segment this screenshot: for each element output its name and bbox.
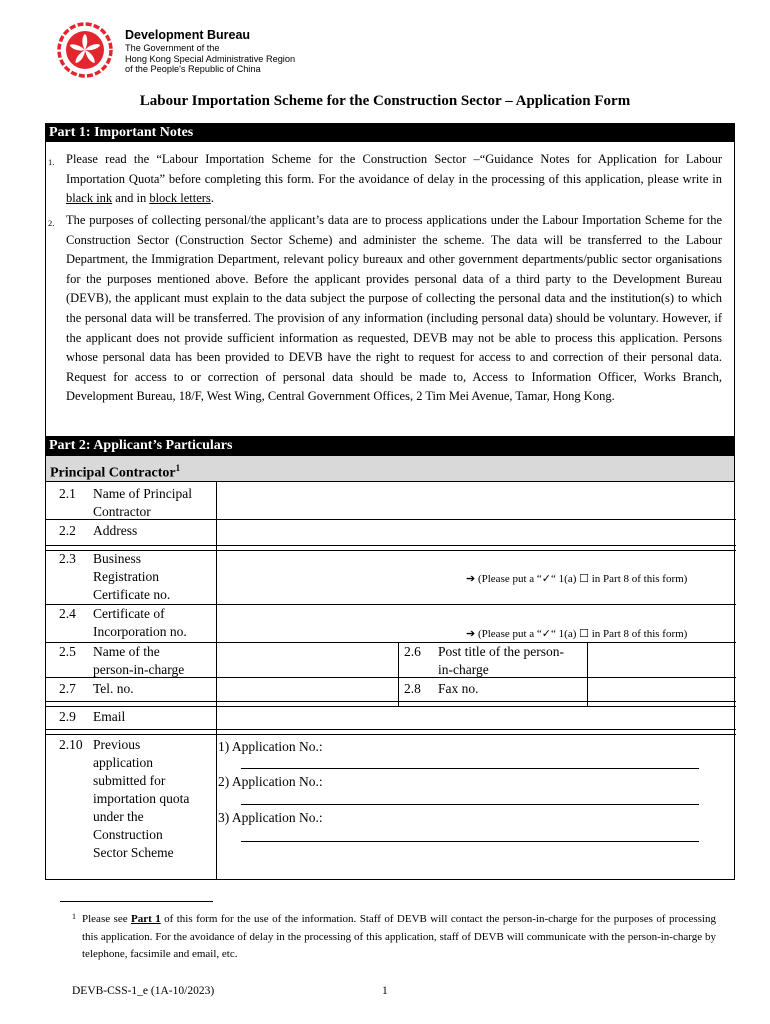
application-3-field[interactable]	[241, 841, 699, 842]
note-2-number: 2.	[48, 218, 55, 228]
row-line-2	[46, 545, 736, 546]
note-2-text: The purposes of collecting personal/the applicant’s data are to process applications under the Labour Importation Scheme for the Construction Sector (Construction Sector Scheme) and administer the scheme. The data will be transferred to the Labour Department, the Immigration Department, relevant policy bureaux and other government departments/public sector organisations for the purposes mentioned above. Before the applicant provides personal data of a third party to the Development Bureau (DEVB), the applicant must explain to the data subject the purpose of collecting the personal data and the institution(s) to which the personal data will be transferred. The provision of any information (including personal data) should be voluntary. However, if the applicant does not provide sufficient information as requested, DEVB may not be able to process this application. Persons whose personal data has been provided to DEVB have the right to request for access to and correction of their personal data. Request for access to or correction of personal data should be made to, Access to Information Officer, Works Branch, Development Bureau, 18/F, West Wing, Central Government Offices, 2 Tim Mei Avenue, Tamar, Hong Kong.	[66, 213, 722, 404]
field-2-1-number: 2.1	[59, 486, 76, 501]
field-2-5-label: Name of the	[93, 644, 160, 659]
field-2-10-label: Previous	[93, 737, 141, 752]
bauhinia-emblem-icon	[57, 22, 113, 78]
row-line-7b	[46, 734, 736, 735]
application-2-field[interactable]	[241, 804, 699, 805]
person-in-charge-field[interactable]	[217, 643, 397, 677]
field-2-10-label-7: Sector Scheme	[93, 845, 174, 860]
bureau-name: Development Bureau	[125, 28, 251, 42]
note-1-number: 1.	[48, 157, 55, 167]
footnote-mark: 1	[72, 912, 76, 921]
field-2-3-label-2: Registration	[93, 569, 159, 584]
field-2-10-label-5: under the	[93, 809, 144, 824]
field-2-5-label-2: person-in-charge	[93, 662, 185, 677]
principal-contractor-name-field[interactable]	[217, 483, 734, 518]
footnote-ref-1: 1	[175, 463, 181, 473]
field-2-8-number: 2.8	[404, 681, 421, 696]
field-2-3-number: 2.3	[59, 551, 76, 566]
black-ink-text: black ink	[66, 191, 113, 206]
field-2-10-number: 2.10	[59, 737, 83, 752]
application-2-label: 2) Application No.:	[218, 774, 323, 789]
part1-link: Part 1	[131, 913, 161, 925]
post-title-field[interactable]	[588, 643, 734, 677]
field-2-10-label-3: submitted for	[93, 773, 166, 788]
field-2-4-label-2: Incorporation no.	[93, 624, 187, 639]
application-1-field[interactable]	[241, 768, 699, 769]
note-1-text: Please read the “Labour Importation Scheme for the Construction Sector –“Guidance Notes for Application for Labour Importation Quota” before completing this form. For the avoidance of delay in the processing of this application, please write in	[66, 152, 722, 186]
note-1-and: and in	[112, 191, 150, 206]
address-field[interactable]	[217, 520, 734, 544]
letterhead	[57, 22, 295, 82]
application-3-label: 3) Application No.:	[218, 810, 323, 825]
field-2-7-number: 2.7	[59, 681, 76, 696]
form-code: DEVB-CSS-1_e (1A-10/2023)	[72, 985, 215, 997]
field-2-4-label: Certificate of	[93, 606, 165, 621]
field-2-5-number: 2.5	[59, 644, 76, 659]
principal-contractor-label: Principal Contractor	[50, 465, 176, 481]
tick-hint-2-4: ➔ (Please put a “✓“ 1(a) ☐ in Part 8 of this form)	[466, 628, 688, 640]
field-2-2-number: 2.2	[59, 523, 76, 538]
field-2-7-label: Tel. no.	[93, 681, 134, 696]
email-field[interactable]	[217, 707, 734, 729]
field-2-3-label: Business	[93, 551, 142, 566]
field-2-2-label: Address	[93, 523, 138, 538]
field-2-10-label-4: importation quota	[93, 791, 190, 806]
field-2-9-label: Email	[93, 709, 126, 724]
page-number: 1	[382, 985, 388, 997]
footnote-pre: Please see	[82, 913, 132, 925]
footnote-rule	[60, 901, 213, 902]
note-1-end: .	[210, 191, 214, 206]
tel-field[interactable]	[217, 678, 397, 701]
field-2-6-label-2: in-charge	[438, 662, 489, 677]
field-2-3-label-3: Certificate no.	[93, 587, 171, 602]
field-2-6-number: 2.6	[404, 644, 421, 659]
tick-hint-2-3: ➔ (Please put a “✓“ 1(a) ☐ in Part 8 of this form)	[466, 573, 688, 585]
row-line-7	[46, 729, 736, 730]
fax-field[interactable]	[588, 678, 734, 701]
part2-heading: Part 2: Applicant’s Particulars	[45, 436, 735, 455]
footnote-text: of this form for the use of the information. Staff of DEVB will contact the person-in-charge for the purposes of processing this application. For the avoidance of delay in the processing of this application, staff of DEVB will communicate with the person-in-charge by telephone, facsimile and email, etc.	[82, 913, 716, 960]
part1-heading: Part 1: Important Notes	[45, 123, 735, 142]
field-2-10-label-2: application	[93, 755, 153, 770]
block-letters-text: block letters	[149, 191, 211, 206]
col-divider-a	[398, 642, 399, 706]
field-2-10-label-6: Construction	[93, 827, 163, 842]
gov-line-1: The Government of the	[125, 43, 220, 53]
application-1-label: 1) Application No.:	[218, 739, 323, 754]
field-2-6-label: Post title of the person-	[438, 644, 564, 659]
field-2-8-label: Fax no.	[438, 681, 479, 696]
field-2-1-label: Name of Principal	[93, 486, 192, 501]
form-title: Labour Importation Scheme for the Construction Sector – Application Form	[139, 93, 631, 109]
note-2	[50, 211, 722, 407]
field-2-1-label-2: Contractor	[93, 504, 151, 519]
footnote	[72, 911, 716, 964]
gov-line-2: Hong Kong Special Administrative Region	[125, 53, 296, 64]
field-2-9-number: 2.9	[59, 709, 76, 724]
row-line-6	[46, 701, 736, 702]
principal-contractor-heading	[45, 455, 735, 482]
field-2-4-number: 2.4	[59, 606, 76, 621]
note-1	[50, 150, 722, 209]
gov-line-3: of the People's Republic of China	[125, 64, 261, 74]
